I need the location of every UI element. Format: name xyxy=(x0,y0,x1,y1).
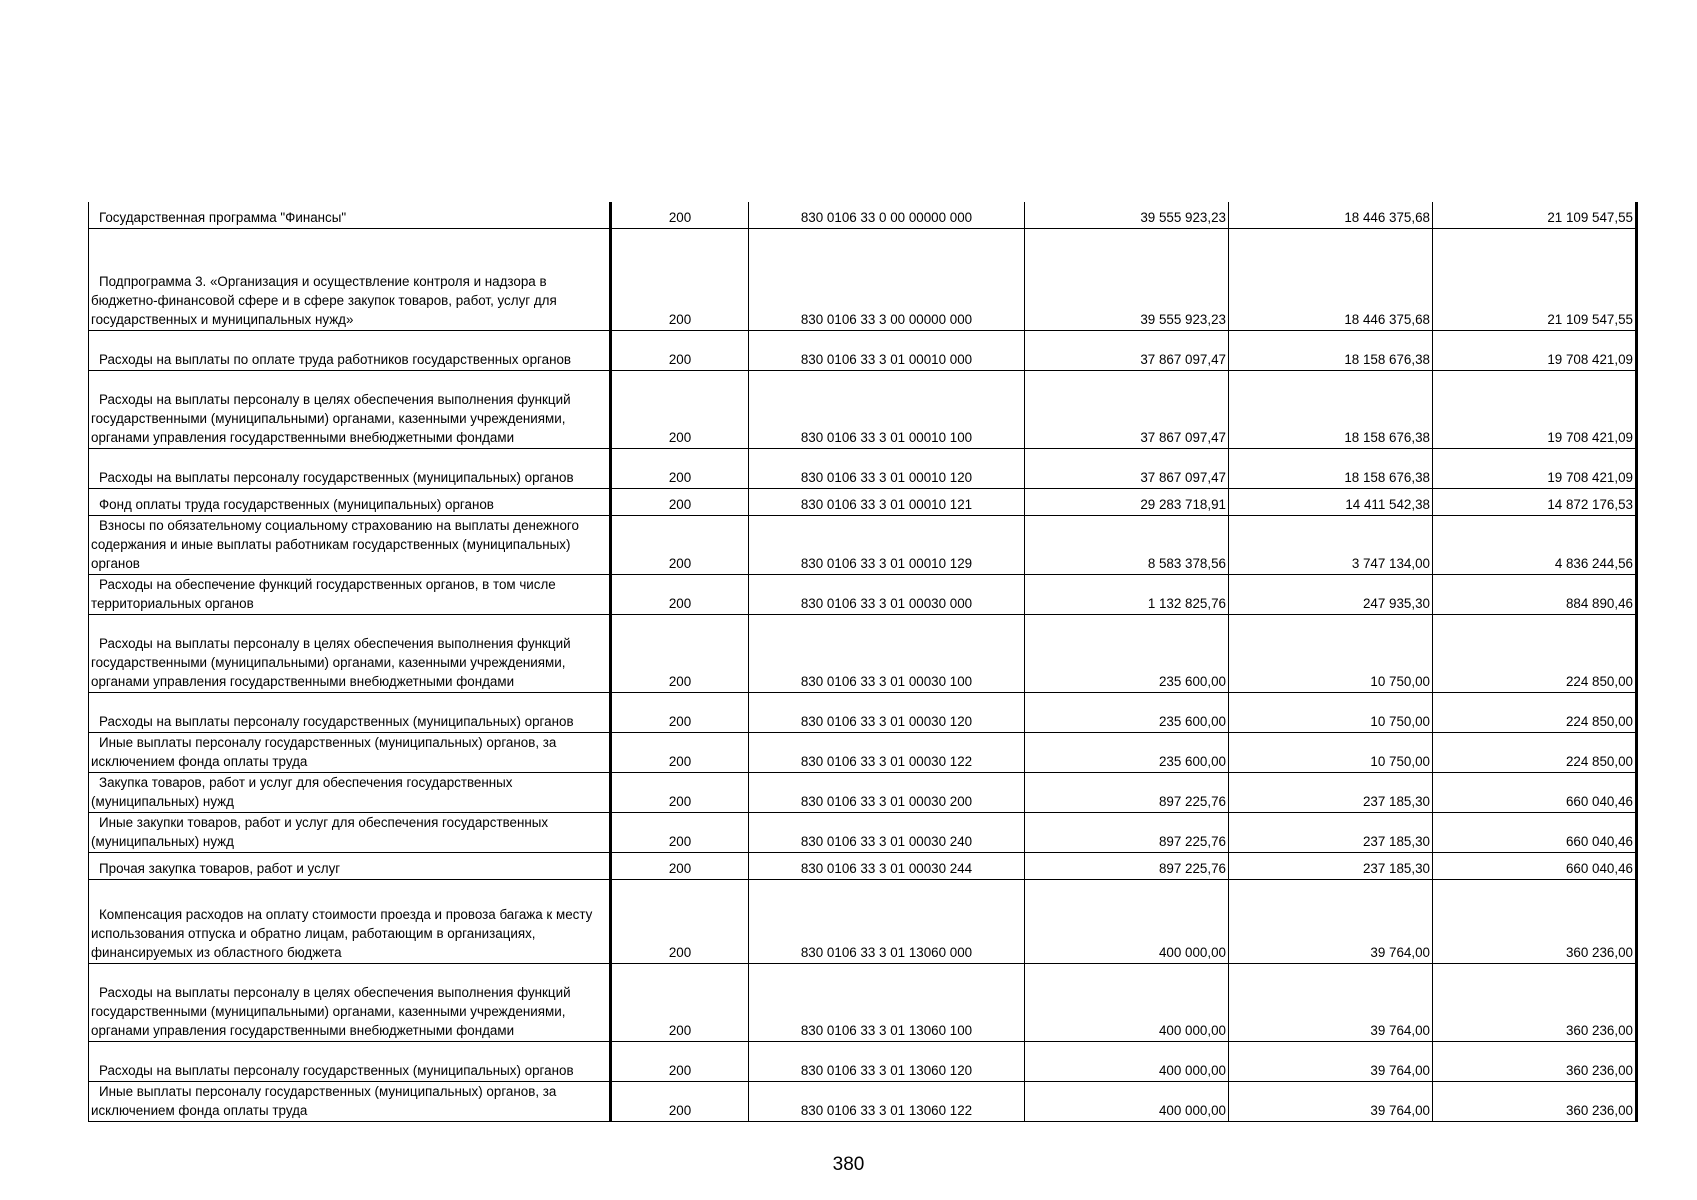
row-name-text: Расходы на выплаты персоналу государственных (муниципальных) органов xyxy=(99,470,574,485)
table-row xyxy=(89,853,1637,880)
row-line-code-cell: 200 xyxy=(611,202,749,229)
row-classification-code-cell: 830 0106 33 0 00 00000 000 xyxy=(749,202,1025,229)
table-row xyxy=(89,202,1637,229)
row-executed-amount-cell: 237 185,30 xyxy=(1229,853,1433,880)
row-line-code-cell: 200 xyxy=(611,773,749,813)
row-remaining-amount-cell: 224 850,00 xyxy=(1433,693,1637,733)
row-line-code-cell: 200 xyxy=(611,331,749,371)
row-executed-amount-cell: 14 411 542,38 xyxy=(1229,489,1433,516)
table-row xyxy=(89,575,1637,615)
row-approved-amount-cell: 39 555 923,23 xyxy=(1025,202,1229,229)
table-row xyxy=(89,813,1637,853)
row-name-text: Расходы на выплаты персоналу государственных (муниципальных) органов xyxy=(99,714,574,729)
row-name-cell xyxy=(89,733,611,773)
row-classification-code-cell: 830 0106 33 3 01 00030 122 xyxy=(749,733,1025,773)
row-classification-code-cell: 830 0106 33 3 01 00030 120 xyxy=(749,693,1025,733)
row-line-code-cell: 200 xyxy=(611,813,749,853)
row-name-text: Расходы на выплаты персоналу в целях обеспечения выполнения функций государственными (муниципальными) органами, казенными учреждениями, органами управления государственными внебюджетными фондами xyxy=(91,985,571,1038)
table-row xyxy=(89,773,1637,813)
row-executed-amount-cell: 247 935,30 xyxy=(1229,575,1433,615)
row-name-text: Иные выплаты персоналу государственных (муниципальных) органов, за исключением фонда оплаты труда xyxy=(91,735,557,769)
row-name-cell xyxy=(89,880,611,964)
row-executed-amount-cell: 10 750,00 xyxy=(1229,733,1433,773)
row-approved-amount-cell: 235 600,00 xyxy=(1025,733,1229,773)
row-name-text: Иные выплаты персоналу государственных (муниципальных) органов, за исключением фонда оплаты труда xyxy=(91,1084,557,1118)
row-line-code-cell: 200 xyxy=(611,1042,749,1082)
row-executed-amount-cell: 39 764,00 xyxy=(1229,964,1433,1042)
row-name-text: Расходы на выплаты по оплате труда работников государственных органов xyxy=(99,352,572,367)
row-remaining-amount-cell: 224 850,00 xyxy=(1433,733,1637,773)
row-remaining-amount-cell: 360 236,00 xyxy=(1433,1042,1637,1082)
row-executed-amount-cell: 237 185,30 xyxy=(1229,773,1433,813)
row-name-text: Подпрограмма 3. «Организация и осуществление контроля и надзора в бюджетно-финансовой сфере и в сфере закупок товаров, работ, услуг для государственных и муниципальных нужд» xyxy=(91,274,557,327)
page-number: 380 xyxy=(832,1154,865,1175)
row-executed-amount-cell: 39 764,00 xyxy=(1229,1042,1433,1082)
row-approved-amount-cell: 235 600,00 xyxy=(1025,693,1229,733)
row-executed-amount-cell: 10 750,00 xyxy=(1229,693,1433,733)
table-row xyxy=(89,1082,1637,1122)
table-row xyxy=(89,331,1637,371)
row-executed-amount-cell: 18 446 375,68 xyxy=(1229,202,1433,229)
row-name-text: Иные закупки товаров, работ и услуг для обеспечения государственных (муниципальных) нужд xyxy=(91,815,549,849)
row-classification-code-cell: 830 0106 33 3 00 00000 000 xyxy=(749,229,1025,331)
row-classification-code-cell: 830 0106 33 3 01 00010 129 xyxy=(749,516,1025,575)
table-row xyxy=(89,615,1637,693)
row-remaining-amount-cell: 360 236,00 xyxy=(1433,880,1637,964)
row-executed-amount-cell: 39 764,00 xyxy=(1229,1082,1433,1122)
row-line-code-cell: 200 xyxy=(611,371,749,449)
row-name-cell xyxy=(89,489,611,516)
row-remaining-amount-cell: 19 708 421,09 xyxy=(1433,331,1637,371)
row-name-cell xyxy=(89,773,611,813)
table-row xyxy=(89,964,1637,1042)
row-classification-code-cell: 830 0106 33 3 01 00010 120 xyxy=(749,449,1025,489)
row-classification-code-cell: 830 0106 33 3 01 00030 200 xyxy=(749,773,1025,813)
row-line-code-cell: 200 xyxy=(611,229,749,331)
row-name-cell xyxy=(89,202,611,229)
row-name-text: Компенсация расходов на оплату стоимости проезда и провоза багажа к месту использования отпуска и обратно лицам, работающим в организациях, финансируемых из областного бюджета xyxy=(91,907,593,960)
table-row xyxy=(89,229,1637,331)
table-row xyxy=(89,371,1637,449)
row-classification-code-cell: 830 0106 33 3 01 00010 000 xyxy=(749,331,1025,371)
row-remaining-amount-cell: 660 040,46 xyxy=(1433,773,1637,813)
row-name-cell xyxy=(89,331,611,371)
row-approved-amount-cell: 235 600,00 xyxy=(1025,615,1229,693)
table-row xyxy=(89,880,1637,964)
row-executed-amount-cell: 18 446 375,68 xyxy=(1229,229,1433,331)
row-approved-amount-cell: 897 225,76 xyxy=(1025,773,1229,813)
row-name-cell xyxy=(89,449,611,489)
row-approved-amount-cell: 897 225,76 xyxy=(1025,813,1229,853)
row-approved-amount-cell: 400 000,00 xyxy=(1025,1042,1229,1082)
table-row xyxy=(89,1042,1637,1082)
row-remaining-amount-cell: 21 109 547,55 xyxy=(1433,229,1637,331)
row-line-code-cell: 200 xyxy=(611,1082,749,1122)
row-classification-code-cell: 830 0106 33 3 01 13060 000 xyxy=(749,880,1025,964)
row-name-cell xyxy=(89,615,611,693)
row-line-code-cell: 200 xyxy=(611,853,749,880)
row-name-cell xyxy=(89,964,611,1042)
row-name-cell xyxy=(89,516,611,575)
row-line-code-cell: 200 xyxy=(611,693,749,733)
row-classification-code-cell: 830 0106 33 3 01 13060 120 xyxy=(749,1042,1025,1082)
row-approved-amount-cell: 37 867 097,47 xyxy=(1025,331,1229,371)
row-name-cell xyxy=(89,371,611,449)
row-executed-amount-cell: 10 750,00 xyxy=(1229,615,1433,693)
row-approved-amount-cell: 400 000,00 xyxy=(1025,880,1229,964)
row-name-text: Взносы по обязательному социальному страхованию на выплаты денежного содержания и иные выплаты работникам государственных (муниципальных) органов xyxy=(91,518,579,571)
row-executed-amount-cell: 39 764,00 xyxy=(1229,880,1433,964)
row-line-code-cell: 200 xyxy=(611,449,749,489)
row-approved-amount-cell: 400 000,00 xyxy=(1025,964,1229,1042)
row-name-text: Закупка товаров, работ и услуг для обеспечения государственных (муниципальных) нужд xyxy=(91,775,513,809)
row-line-code-cell: 200 xyxy=(611,733,749,773)
row-approved-amount-cell: 400 000,00 xyxy=(1025,1082,1229,1122)
table-body xyxy=(89,202,1637,1122)
row-line-code-cell: 200 xyxy=(611,880,749,964)
row-name-text: Расходы на выплаты персоналу государственных (муниципальных) органов xyxy=(99,1063,574,1078)
row-line-code-cell: 200 xyxy=(611,516,749,575)
row-remaining-amount-cell: 19 708 421,09 xyxy=(1433,449,1637,489)
table-row xyxy=(89,693,1637,733)
row-executed-amount-cell: 3 747 134,00 xyxy=(1229,516,1433,575)
row-name-text: Расходы на выплаты персоналу в целях обеспечения выполнения функций государственными (муниципальными) органами, казенными учреждениями, органами управления государственными внебюджетными фондами xyxy=(91,636,571,689)
row-remaining-amount-cell: 360 236,00 xyxy=(1433,1082,1637,1122)
row-name-text: Фонд оплаты труда государственных (муниципальных) органов xyxy=(99,497,494,512)
row-remaining-amount-cell: 660 040,46 xyxy=(1433,853,1637,880)
budget-execution-table xyxy=(88,202,1638,1122)
row-name-cell xyxy=(89,575,611,615)
row-executed-amount-cell: 18 158 676,38 xyxy=(1229,371,1433,449)
row-executed-amount-cell: 18 158 676,38 xyxy=(1229,331,1433,371)
row-classification-code-cell: 830 0106 33 3 01 13060 100 xyxy=(749,964,1025,1042)
row-name-text: Расходы на выплаты персоналу в целях обеспечения выполнения функций государственными (муниципальными) органами, казенными учреждениями, органами управления государственными внебюджетными фондами xyxy=(91,392,571,445)
row-name-cell xyxy=(89,853,611,880)
row-remaining-amount-cell: 19 708 421,09 xyxy=(1433,371,1637,449)
row-remaining-amount-cell: 14 872 176,53 xyxy=(1433,489,1637,516)
row-name-cell xyxy=(89,813,611,853)
row-classification-code-cell: 830 0106 33 3 01 00030 244 xyxy=(749,853,1025,880)
row-classification-code-cell: 830 0106 33 3 01 00030 100 xyxy=(749,615,1025,693)
row-approved-amount-cell: 29 283 718,91 xyxy=(1025,489,1229,516)
row-classification-code-cell: 830 0106 33 3 01 00010 100 xyxy=(749,371,1025,449)
table-row xyxy=(89,489,1637,516)
row-approved-amount-cell: 897 225,76 xyxy=(1025,853,1229,880)
table-row xyxy=(89,449,1637,489)
row-remaining-amount-cell: 884 890,46 xyxy=(1433,575,1637,615)
row-line-code-cell: 200 xyxy=(611,575,749,615)
row-name-cell xyxy=(89,1042,611,1082)
row-classification-code-cell: 830 0106 33 3 01 00030 000 xyxy=(749,575,1025,615)
row-approved-amount-cell: 37 867 097,47 xyxy=(1025,449,1229,489)
row-line-code-cell: 200 xyxy=(611,489,749,516)
row-approved-amount-cell: 39 555 923,23 xyxy=(1025,229,1229,331)
row-remaining-amount-cell: 224 850,00 xyxy=(1433,615,1637,693)
row-remaining-amount-cell: 21 109 547,55 xyxy=(1433,202,1637,229)
row-executed-amount-cell: 18 158 676,38 xyxy=(1229,449,1433,489)
row-classification-code-cell: 830 0106 33 3 01 00030 240 xyxy=(749,813,1025,853)
row-remaining-amount-cell: 4 836 244,56 xyxy=(1433,516,1637,575)
row-line-code-cell: 200 xyxy=(611,964,749,1042)
row-remaining-amount-cell: 360 236,00 xyxy=(1433,964,1637,1042)
row-name-cell xyxy=(89,229,611,331)
row-remaining-amount-cell: 660 040,46 xyxy=(1433,813,1637,853)
row-line-code-cell: 200 xyxy=(611,615,749,693)
row-approved-amount-cell: 1 132 825,76 xyxy=(1025,575,1229,615)
row-approved-amount-cell: 37 867 097,47 xyxy=(1025,371,1229,449)
row-name-text: Прочая закупка товаров, работ и услуг xyxy=(99,861,341,876)
row-classification-code-cell: 830 0106 33 3 01 00010 121 xyxy=(749,489,1025,516)
row-name-cell xyxy=(89,693,611,733)
row-name-text: Расходы на обеспечение функций государственных органов, в том числе территориальных органов xyxy=(91,577,556,611)
row-name-cell xyxy=(89,1082,611,1122)
row-approved-amount-cell: 8 583 378,56 xyxy=(1025,516,1229,575)
table-row xyxy=(89,516,1637,575)
row-executed-amount-cell: 237 185,30 xyxy=(1229,813,1433,853)
table-row xyxy=(89,733,1637,773)
row-classification-code-cell: 830 0106 33 3 01 13060 122 xyxy=(749,1082,1025,1122)
row-name-text: Государственная программа "Финансы" xyxy=(99,210,347,225)
